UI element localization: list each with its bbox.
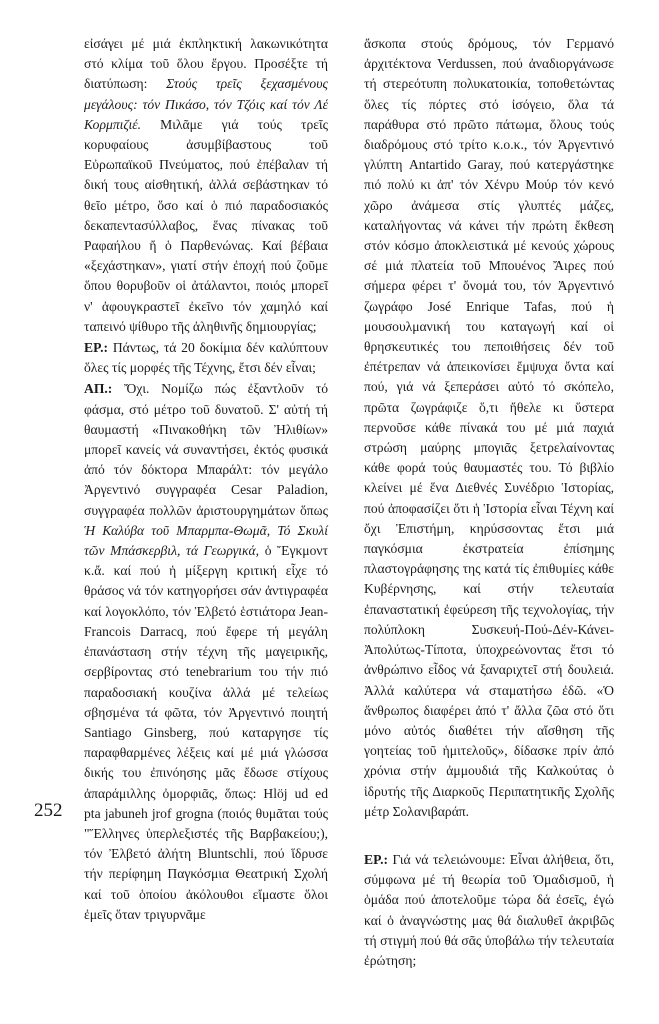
- right-paragraph-1: ἄσκοπα στούς δρόμους, τόν Γερμανό ἀρχιτέκτονα Verdussen, πού ἀναδιοργάνωσε τή στερεότυπη πολυκατοικία, τοποθετώντας ὅλες τίς πόρτες στό ἰσόγειο, ὅλα τά παράθυρα στό πρῶτο πάτωμα, ὅλους τούς διαδρόμους στό τρίτο κ.ο.κ., τόν Ἀργεντινό γλύπτη Antartido Garay, πού κατεργάστηκε πιό πολύ κι ἀπ' τόν Χένρυ Μούρ τόν κενό χῶρο ἀνάμεσα στίς γλυπτές μάζες, καταλήγοντας νά κάνει τήν πρώτη ἔκθεση στόν κόσμο ἀποκλειστικά μέ κενούς χώρους σέ μιά πλατεία τοῦ Μπουένος Ἄιρες πού σήμερα φέρει τ' ὄνομά του, τόν Ἀργεντινό ζωγράφο José Enrique Tafas, πού ἡ μουσουλμανική του καταγωγή καί οἱ θρησκευτικές του πεποιθήσεις δέν τοῦ ἐπέτρεπαν νά ἀπεικονίσει ἔμψυχα ὄντα καί πού, γιά νά ξεπεράσει αὐτό τό σκόπελο, πρῶτα ζωγράφιζε ὅ,τι ἤθελε κι ὕστερα περνοῦσε κάθε πίνακά του μέ μιά παχιά στρώση μαύρης μπογιᾶς ξετρελαίνοντας κάθε φορά τούς θαυμαστές του. Τό βιβλίο κλείνει μέ ἕνα Διεθνές Συνέδριο Ἱστορίας, πού ἀποφασίζει ὅτι ἡ Ἱστορία εἶναι Τέχνη καί ὄχι Ἐπιστήμη, κηρύσσοντας ἔτσι μιά παγκόσμια ἐκστρατεία ἐπίσημης πλαστογράφησης της κατά τίς ἐπιθυμίες κάθε Κυβέρνησης, καί στήν τελευταία ἐπαναστατική ἐφεύρεση τῆς τεχνολογίας, τήν πολύπλοκη Συσκευή-Πού-Δέν-Κάνει-Ἀπολύτως-Τίποτα, ὑποχρεώνοντας ἔτσι τό ἀνθρώπινο εἶδος νά ξαναριχτεῖ στή δουλειά. Ἀλλά καλύτερα νά σταματήσω ἐδῶ. «Ὁ ἄνθρωπος διαφέρει ἀπό τ' ἄλλα ζῶα στό ὅτι μόνο αὐτός διαθέτει τήν αἴσθηση τῆς γοητείας τοῦ ἡμιτελοῦς», δίδασκε πρίν ἀπό χρόνια στήν ἀμμουδιά τῆς Καλκούτας ὁ ἱδρυτής τῆς Διαρκοῦς Περιπατητικῆς Σχολῆς μέτρ Σολανιβαράπ.: [364, 36, 614, 819]
- left-paragraph-2: [84, 338, 328, 378]
- speaker-label: ΕΡ.:: [84, 340, 109, 356]
- right-column: [364, 34, 614, 971]
- left-paragraph-1: [84, 34, 328, 337]
- right-paragraph-2: [364, 850, 614, 971]
- page-number: 252: [34, 800, 63, 821]
- italic-text-run: Στούς τρεῖς ξεχασμένους μεγάλους: τόν Πικάσο, τόν Τζόις καί τόν Λέ Κορμπιζιέ.: [84, 76, 328, 132]
- speaker-label: ΕΡ.:: [364, 851, 389, 867]
- italic-text-run: Ἡ Καλύβα τοῦ Μπαρμπα-Θωμᾶ, Τό Σκυλί τῶν Μπάσκερβιλ, τά Γεωργικά,: [84, 522, 328, 559]
- text-run: Ὄχι. Νομίζω πώς ἐξαντλοῦν τό φάσμα, στό μέτρο τοῦ δυνατοῦ. Σ' αὐτή τή θαυμαστή «Πινακοθήκη τῶν Ἠλιθίων» μπορεῖ κανείς νά συναντήσει, ἐκτός φυσικά ἀπό τόν δόκτορα Μπαράλτ: τόν μεγάλο Ἀργεντινό συγγραφέα Cesar Paladion, συγγραφέα πολλῶν ἀριστουργημάτων ὅπως: [84, 381, 328, 518]
- text-run: Μιλᾶμε γιά τούς τρεῖς κορυφαίους ἀσυμβίβαστους τοῦ Εὐρωπαϊκοῦ Πνεύματος, πού ἐπέβαλαν τή δική τους αἰσθητική, ἀλλά σεβάστηκαν τό θεῖο μέτρο, ὅσο καί ὁ πιό παραδοσιακός δεκαπεντασύλλαβος, ἕνας πίνακας τοῦ Ραφαήλου ἤ ὁ Παρθενώνας. Καί βέβαια «ξεχάστηκαν», γιατί στήν ἐποχή πού ζοῦμε ὅπου θορυβοῦν οἱ ἀτάλαντοι, ποιός μπορεῖ ν' ἀφουγκραστεῖ ἐκεῖνο τόν χαμηλό καί ταπεινό ψίθυρο τῆς ἀληθινῆς δημιουργίας;: [84, 116, 328, 334]
- paragraph-text: Γιά νά τελειώνουμε: Εἶναι ἀλήθεια, ὅτι, σύμφωνα μέ τή θεωρία τοῦ Ὁμαδισμοῦ, ἡ ὁμάδα πού ἀποτελοῦμε τώρα δά ἐσεῖς, ἐγώ καί ὁ ἀναγνώστης μας θά διαλυθεῖ ἀκριβῶς τή στιγμή πού θά σᾶς ὑποβάλω τήν τελευταία ἐρώτηση;: [364, 851, 614, 968]
- speaker-label: ΑΠ.:: [84, 381, 113, 397]
- paragraph-text: Πάντως, τά 20 δοκίμια δέν καλύπτουν ὅλες τίς μορφές τῆς Τέχνης, ἔτσι δέν εἶναι;: [84, 340, 328, 376]
- text-run: ὁ Ἔγκμοντ κ.ἄ. καί πού ἡ μίξεργη κριτική εἶχε τό θράσος νά τόν κατηγορήσει σάν ἀντιγραφέα καί λογοκλόπο, τόν Ἐλβετό ἑστιάτορα Jean-Francois Darracq, πού ἔφερε τή μεγάλη ἐπανάσταση στήν τέχνη τῆς μαγειρικῆς, σερβίροντας στό tenebrarium του τήν πιό παραδοσιακή κουζίνα ἀλλά μέ τελείως σβησμένα τά φῶτα, τόν Ἀργεντινό ποιητή Santiago Ginsberg, πού καταργησε τίς παραφθαρμένες λέξεις καί μέ μιά γλώσσα δικής του ἐπινόησης μᾶς ἔδωσε στίχους ἀπαράμιλλης ὀμορφιᾶς, ὅπως: Hlöj ud ed pta jabuneh jrof grogna (ποιός θυμᾶται τούς "Ἕλληνες ὑπερλεξιστές τῆς Βαρβακείου;), τόν Ἐλβετό ἀλήτη Bluntschli, πού ἵδρυσε τήν περίφημη Παγκόσμια Θεατρική Σχολή καί τοῦ ὁποίου ἀκόλουθοι εἴμαστε ὅλοι ἐμεῖς ὅταν τριγυρνᾶμε: [84, 543, 328, 922]
- text-run: εἰσάγει μέ μιά ἐκπληκτική λακωνικότητα στό κλίμα τοῦ ὅλου ἔργου. Προσέξτε τή διατύπωση:: [84, 36, 328, 92]
- left-column: [84, 34, 328, 925]
- left-paragraph-3: [84, 379, 328, 924]
